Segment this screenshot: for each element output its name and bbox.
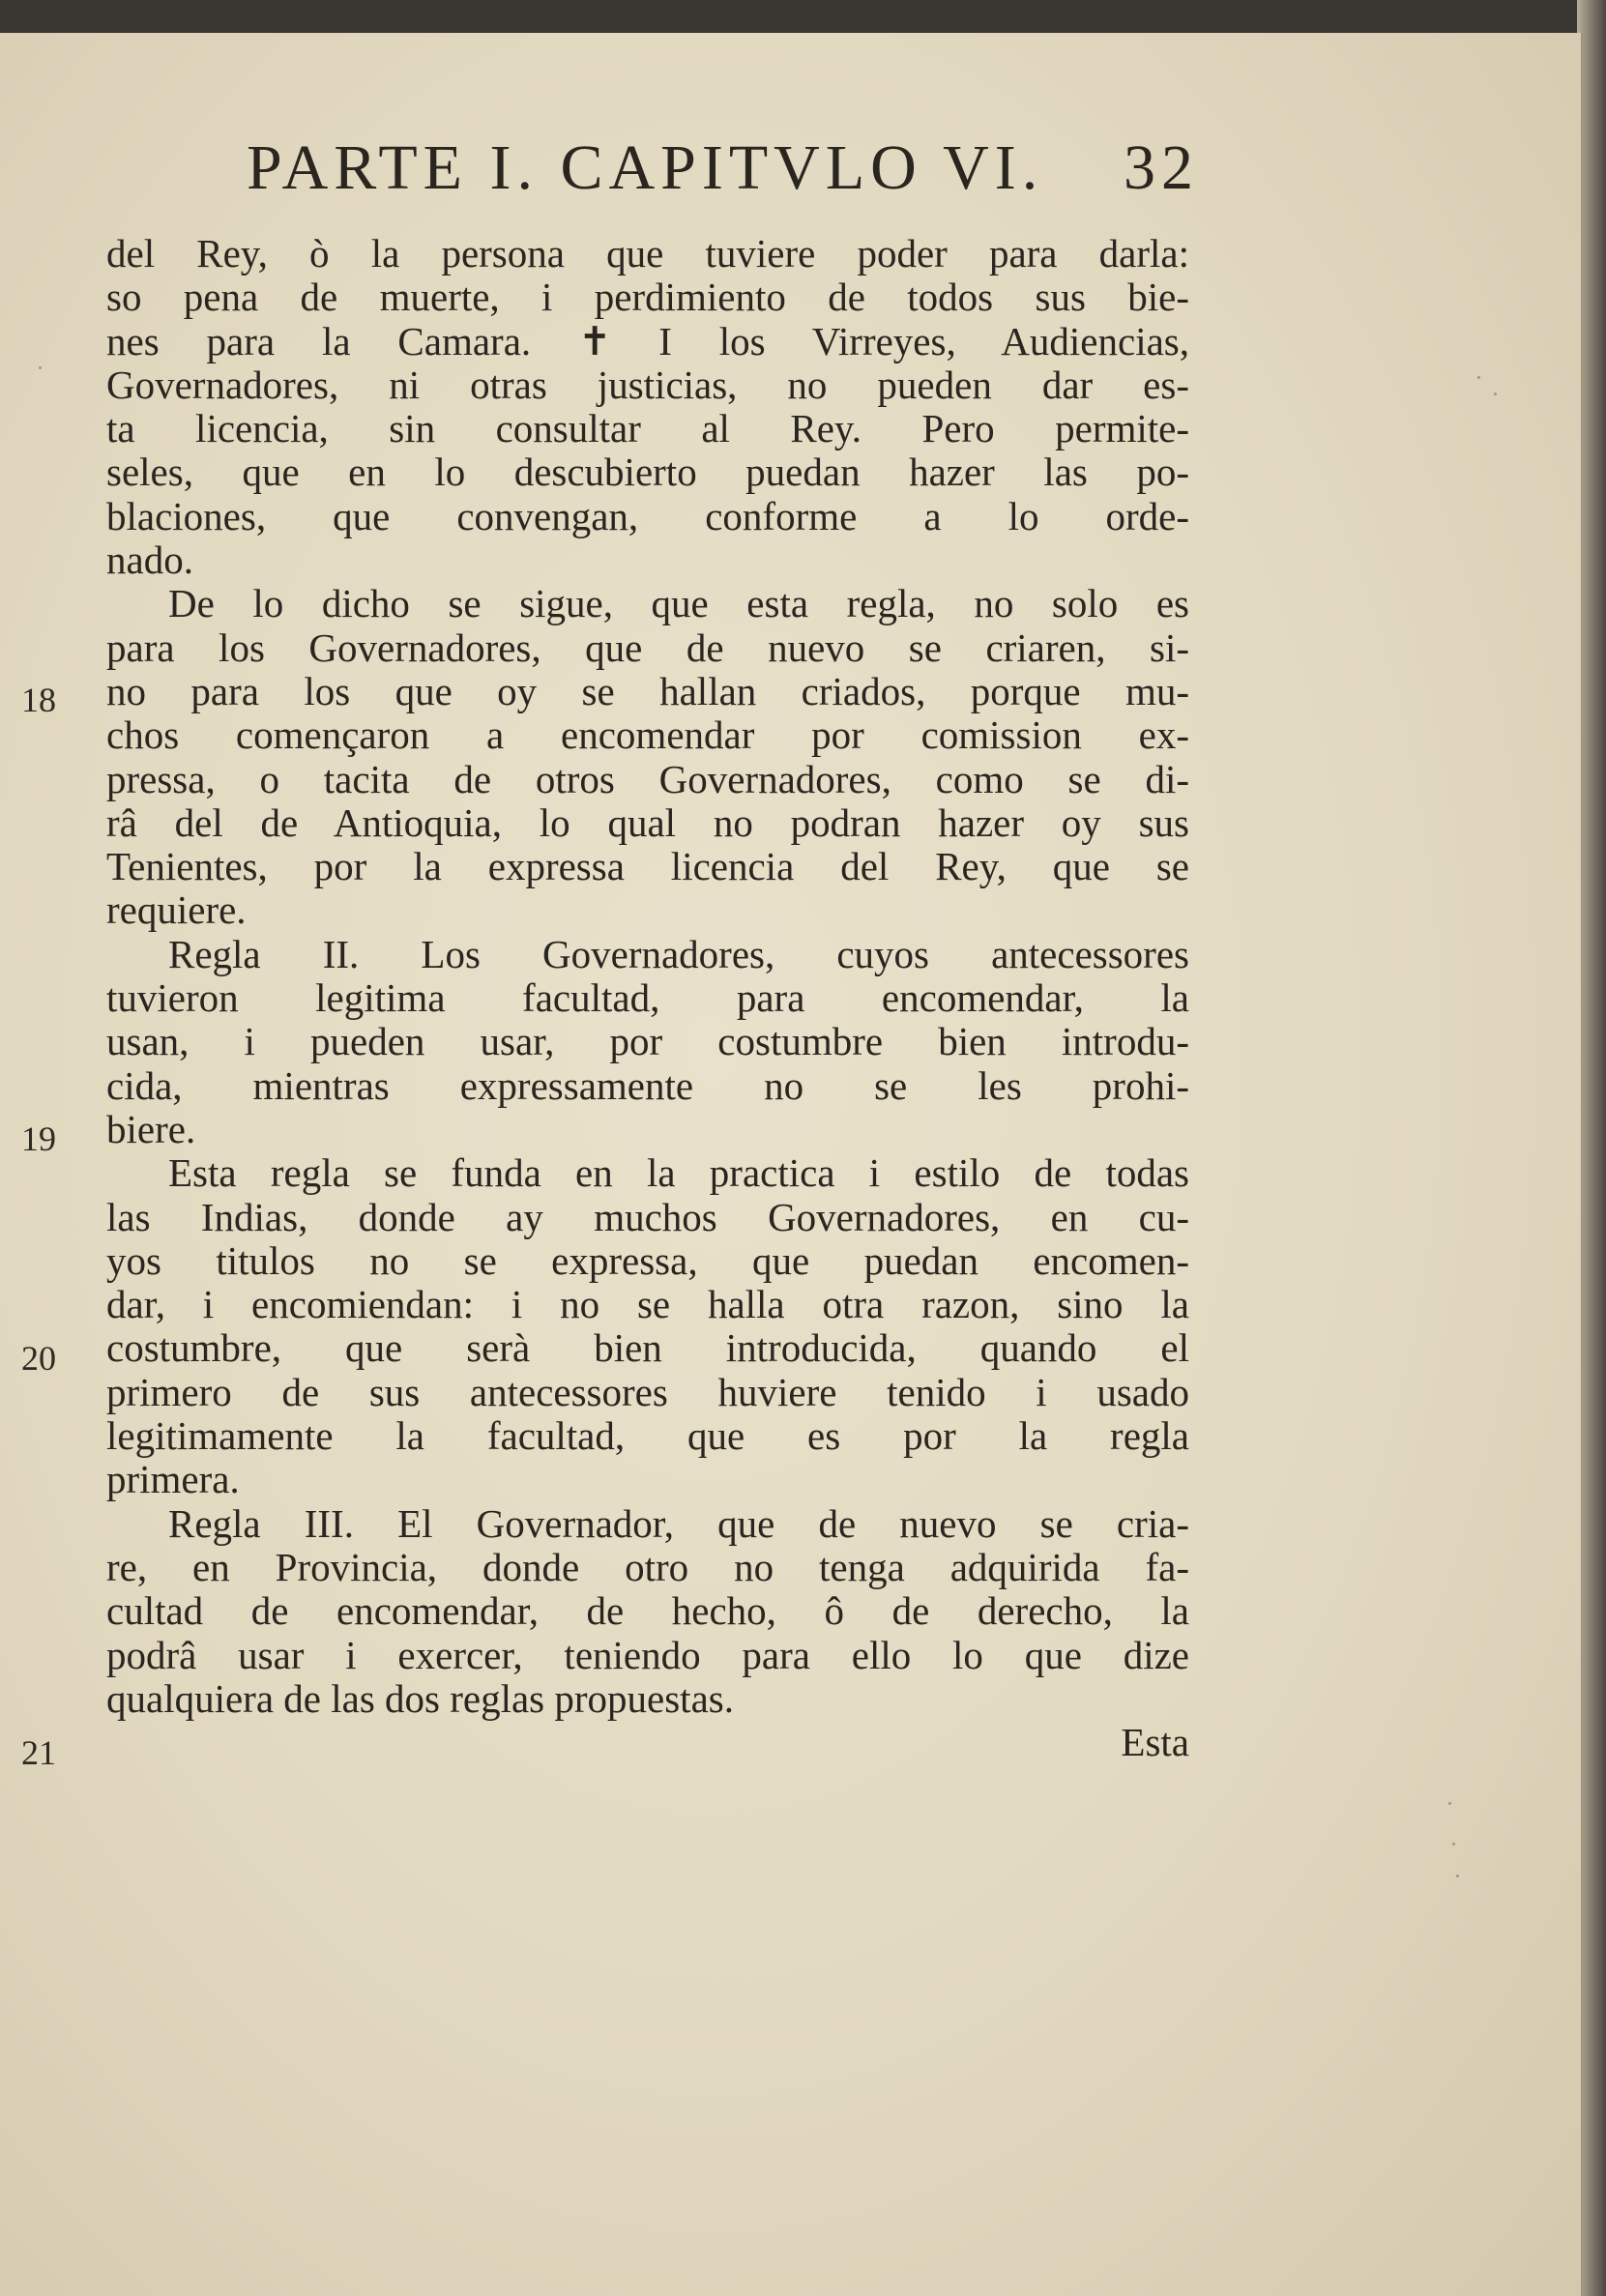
body-text — [106, 232, 1189, 1764]
text-line: las Indias, donde ay muchos Governadores, en cu- — [106, 1194, 1189, 1239]
catchword: Esta — [1121, 1720, 1189, 1765]
text-line: usan, i pueden usar, por costumbre bien introdu- — [106, 1019, 1189, 1064]
folio-number: 32 — [1124, 132, 1199, 203]
paper-speck — [1452, 1843, 1455, 1846]
paper-speck — [1494, 392, 1497, 395]
text-line: cultad de encomendar, de hecho, ô de derecho, la — [106, 1588, 1189, 1634]
paragraph-20-start: Esta regla se funda en la practica i estilo de todas — [168, 1150, 1189, 1196]
book-page — [0, 33, 1581, 2296]
text-line: del Rey, ò la persona que tuviere poder para darla: — [106, 231, 1189, 276]
text-line: râ del de Antioquia, lo qual no podran hazer oy sus — [106, 799, 1189, 845]
text-line: requiere. — [106, 887, 247, 933]
text-line: costumbre, que serà bien introducida, quando el — [106, 1325, 1189, 1371]
text-line: nado. — [106, 538, 193, 583]
text-line: primera. — [106, 1457, 240, 1502]
text-line: ta licencia, sin consultar al Rey. Pero permite- — [106, 406, 1189, 451]
text-line: cida, mientras expressamente no se les prohi- — [106, 1062, 1189, 1108]
paper-sheet — [0, 33, 1583, 2296]
text-line: blaciones, que convengan, conforme a lo orde- — [106, 493, 1189, 538]
text-line: para los Governadores, que de nuevo se criaren, si- — [106, 625, 1189, 670]
text-line: tuvieron legitima facultad, para encomendar, la — [106, 975, 1189, 1021]
margin-number-21: 21 — [21, 1733, 56, 1772]
paper-speck — [1477, 376, 1480, 379]
text-line: dar, i encomiendan: i no se halla otra razon, sino la — [106, 1282, 1189, 1327]
scanner-top-edge — [0, 0, 1606, 33]
text-line: re, en Provincia, donde otro no tenga adquirida fa- — [106, 1544, 1189, 1589]
margin-number-20: 20 — [21, 1339, 56, 1378]
text-line: podrâ usar i exercer, teniendo para ello lo que dize — [106, 1632, 1189, 1677]
text-line: yos titulos no se expressa, que puedan encomen- — [106, 1237, 1189, 1283]
text-line: biere. — [106, 1106, 196, 1151]
text-line: pressa, o tacita de otros Governadores, como se di- — [106, 756, 1189, 801]
margin-number-19: 19 — [21, 1119, 56, 1158]
running-title: PARTE I. CAPITVLO VI. — [247, 132, 1044, 203]
margin-number-18: 18 — [21, 681, 56, 719]
text-line: primero de sus antecessores huviere tenido i usado — [106, 1369, 1189, 1414]
text-line: so pena de muerte, i perdimiento de todos sus bie- — [106, 275, 1189, 320]
paragraph-19-start: Regla II. Los Governadores, cuyos antecessores — [168, 931, 1189, 976]
text-line: nes para la Camara. ✝ I los Virreyes, Audiencias, — [106, 318, 1189, 363]
text-line: no para los que oy se hallan criados, porque mu- — [106, 668, 1189, 713]
text-line: seles, que en lo descubierto puedan hazer las po- — [106, 450, 1189, 495]
paragraph-21-start: Regla III. El Governador, que de nuevo se cria- — [168, 1500, 1189, 1546]
text-line: chos començaron a encomendar por comission ex- — [106, 712, 1189, 758]
paper-speck — [1456, 1875, 1459, 1877]
text-line: Governadores, ni otras justicias, no pueden dar es- — [106, 362, 1189, 407]
paper-speck — [1448, 1802, 1451, 1805]
text-line: qualquiera de las dos reglas propuestas. — [106, 1675, 734, 1721]
text-line: legitimamente la facultad, que es por la regla — [106, 1413, 1189, 1459]
paragraph-18-start: De lo dicho se sigue, que esta regla, no solo es — [168, 581, 1189, 626]
running-head — [247, 130, 1199, 207]
paper-speck — [39, 366, 42, 369]
text-line: Tenientes, por la expressa licencia del Rey, que se — [106, 844, 1189, 889]
